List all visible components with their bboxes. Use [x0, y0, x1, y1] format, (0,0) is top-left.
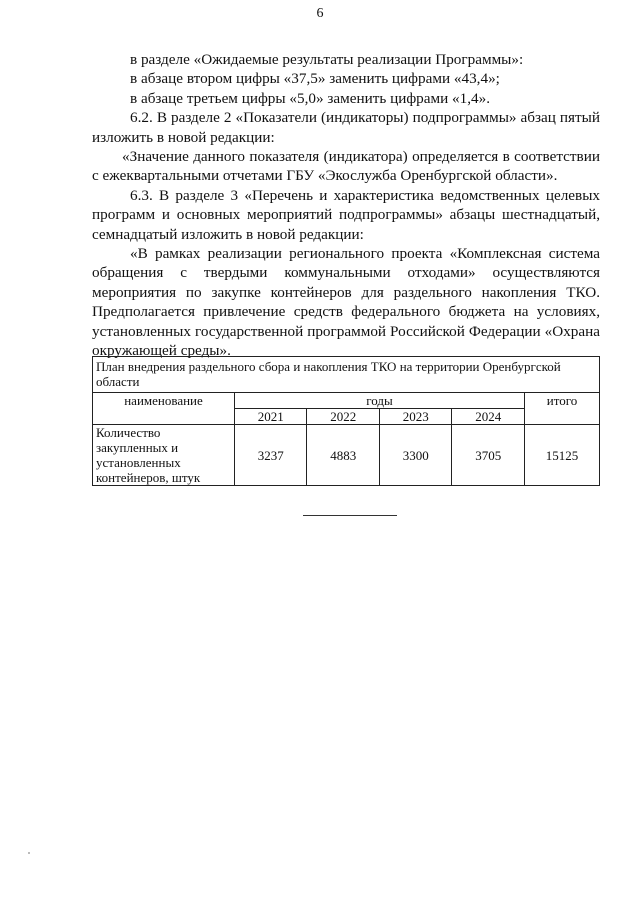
scan-speck: [28, 852, 30, 854]
header-year-2024: 2024: [452, 409, 525, 425]
row-name: Количество закупленных и установленных контейнеров, штук: [93, 425, 235, 486]
containers-plan-table-wrapper: [92, 356, 600, 486]
value-2023: 3300: [379, 425, 451, 486]
header-year-2023: 2023: [379, 409, 451, 425]
paragraph-6: 6.3. В разделе 3 «Перечень и характеристика ведомственных целевых программ и основных мероприятий подпрограммы» абзацы шестнадцатый, семнадцатый изложить в новой редакции:: [92, 186, 600, 243]
header-year-2022: 2022: [307, 409, 379, 425]
document-body: [92, 50, 600, 361]
table-row: [93, 425, 600, 486]
paragraph-2: в абзаце втором цифры «37,5» заменить цифрами «43,4»;: [130, 70, 500, 88]
paragraph-7: «В рамках реализации регионального проекта «Комплексная система обращения с твердыми коммунальными отходами» осуществляются мероприятия по закупке контейнеров для раздельного накопления ТКО. Предполагается привлечение средств федерального бюджета на условиях, установленных государственной программой Российской Федерации «Охрана окружающей среды».: [92, 245, 600, 360]
value-2022: 4883: [307, 425, 379, 486]
end-separator-line: [303, 515, 397, 516]
paragraph-4: 6.2. В разделе 2 «Показатели (индикаторы) подпрограммы» абзац пятый изложить в новой редакции:: [92, 109, 600, 146]
containers-plan-table: [92, 356, 600, 486]
page-number: 6: [316, 6, 324, 21]
header-name: наименование: [93, 393, 235, 425]
value-total: 15125: [525, 425, 600, 486]
header-years: годы: [235, 393, 525, 409]
header-year-2021: 2021: [235, 409, 307, 425]
table-header-row: [93, 393, 600, 409]
paragraph-5: «Значение данного показателя (индикатора) определяется в соответствии с ежеквартальными отчетами ГБУ «Экослужба Оренбургской области».: [92, 148, 600, 185]
paragraph-3: в абзаце третьем цифры «5,0» заменить цифрами «1,4».: [130, 89, 491, 107]
value-2021: 3237: [235, 425, 307, 486]
table-title-row: [93, 357, 600, 393]
paragraph-1: в разделе «Ожидаемые результаты реализации Программы»:: [130, 51, 524, 68]
table-title: План внедрения раздельного сбора и накопления ТКО на территории Оренбургской области: [93, 357, 600, 393]
value-2024: 3705: [452, 425, 525, 486]
header-total: итого: [525, 393, 600, 425]
